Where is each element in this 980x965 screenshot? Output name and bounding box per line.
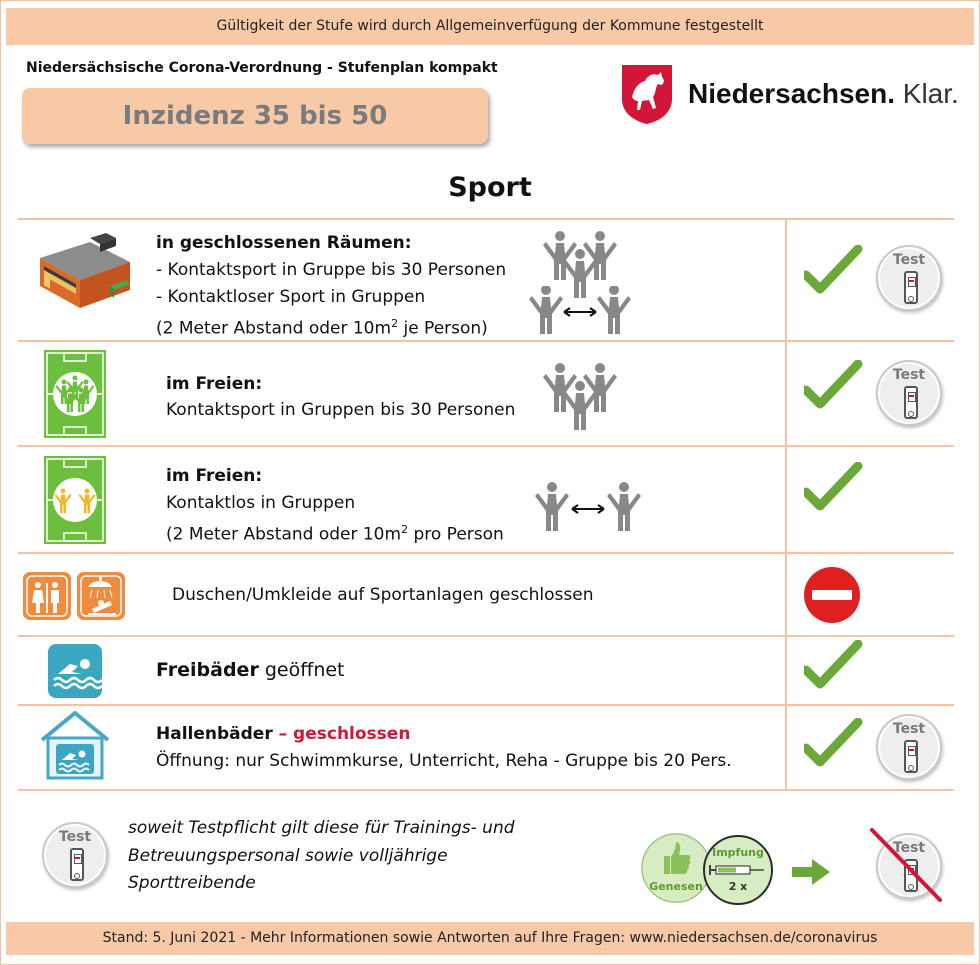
- test-strip-dot: [74, 873, 80, 879]
- outdoor-pools-rest: geöffnet: [258, 659, 345, 681]
- test-required-icon: [876, 245, 942, 311]
- indoor-line-1: - Kontaktsport in Gruppe bis 30 Personen: [156, 260, 507, 280]
- indoor-pools-line-2: Öffnung: nur Schwimmkurse, Unterricht, Reha - Gruppe bis 20 Pers.: [156, 751, 732, 771]
- outdoor-distance-line-1: Kontaktlos in Gruppen: [166, 493, 356, 513]
- validity-banner: Gültigkeit der Stufe wird durch Allgemeinverfügung der Kommune festgestellt: [6, 8, 974, 45]
- section-title: Sport: [448, 172, 532, 203]
- recovered-label: Genesen: [649, 880, 703, 893]
- vaccination-label: Impfung: [712, 846, 764, 859]
- outdoor-contact-heading-text: im Freien:: [166, 374, 263, 394]
- indoor-heading: [156, 230, 412, 256]
- test-note-line-1: soweit Testpflicht gilt diese für Trainings- und: [128, 818, 515, 838]
- incidence-level-badge: Inzidenz 35 bis 50: [22, 88, 488, 144]
- test-note-line-3: Sporttreibende: [128, 873, 256, 893]
- test-label: Test: [892, 721, 926, 737]
- arrow-right-icon: [790, 857, 832, 887]
- indoor-line-2: - Kontaktloser Sport in Gruppen: [156, 287, 426, 307]
- row-divider: [18, 789, 954, 791]
- allowed-check-icon: [804, 462, 864, 522]
- row-divider: [18, 635, 954, 637]
- outdoor-distance-heading-text: im Freien:: [166, 466, 263, 486]
- outdoor-contact-heading: [166, 371, 262, 397]
- test-strip-dot: [908, 765, 914, 771]
- status-column-divider: [785, 219, 787, 790]
- outdoor-distance-line-2-sup: 2: [401, 523, 409, 536]
- indoor-line-3: [156, 311, 488, 342]
- indoor-building-icon: [34, 228, 134, 312]
- showers-closed-text: Duschen/Umkleide auf Sportanlagen geschlossen: [172, 585, 594, 605]
- test-label: Test: [58, 829, 92, 845]
- page-subtitle: Niedersächsische Corona-Verordnung - Stufenplan kompakt: [26, 60, 498, 76]
- test-required-icon: [876, 360, 942, 426]
- outdoor-distance-line-2-pre: (2 Meter Abstand oder 10m: [166, 524, 402, 545]
- indoor-heading-text: in geschlossenen Räumen:: [156, 233, 412, 253]
- test-note-line-2: Betreuungspersonal sowie volljährige: [128, 846, 448, 866]
- test-legend-icon: [42, 822, 108, 888]
- crossed-test-label: Test: [892, 840, 926, 856]
- allowed-check-icon: [804, 245, 864, 305]
- sports-field-team-icon: [44, 350, 106, 438]
- indoor-pool-icon: [38, 710, 112, 780]
- allowed-check-icon: [804, 718, 864, 778]
- test-required-icon: [876, 714, 942, 780]
- changing-room-shower-icon: [22, 571, 126, 621]
- row-divider: [18, 445, 954, 447]
- test-label: Test: [892, 367, 926, 383]
- footer-source: Stand: 5. Juni 2021 - Mehr Informationen sowie Antworten auf Ihre Fragen: www.niedersachsen.de/coronavirus: [6, 922, 974, 955]
- test-strip-dot: [908, 411, 914, 417]
- distance-pair-icon: [528, 286, 632, 338]
- outdoor-pool-icon: [48, 644, 102, 698]
- indoor-line-3-pre: (2 Meter Abstand oder 10m: [156, 318, 392, 339]
- outdoor-pools-text: [156, 657, 345, 683]
- vaccination-syringe-icon: [702, 834, 774, 906]
- test-label: Test: [892, 252, 926, 268]
- strike-through-icon: [866, 826, 946, 906]
- allowed-check-icon: [804, 360, 864, 420]
- horse-crest-icon: [620, 63, 674, 125]
- outdoor-pools-bold: Freibäder: [156, 659, 259, 681]
- distance-pair-icon: [528, 482, 648, 536]
- outdoor-distance-line-2-post: pro Person: [408, 524, 504, 545]
- brand-name: Niedersachsen.: [688, 78, 895, 109]
- sports-field-distance-icon: [44, 456, 106, 544]
- test-strip-dot: [908, 296, 914, 302]
- row-divider: [18, 218, 954, 220]
- outdoor-contact-line-1: Kontaktsport in Gruppen bis 30 Personen: [166, 400, 516, 420]
- no-entry-icon: [803, 566, 861, 624]
- brand-logo: [620, 63, 959, 125]
- outdoor-distance-line-2: [166, 517, 504, 548]
- indoor-pools-bold: Hallenbäder: [156, 724, 273, 744]
- outdoor-distance-heading: [166, 463, 262, 489]
- brand-suffix: Klar.: [902, 78, 959, 109]
- indoor-pools-heading: [156, 721, 410, 747]
- vaccination-count: 2 x: [728, 880, 748, 893]
- indoor-pools-closed: – geschlossen: [272, 724, 411, 744]
- indoor-line-3-post: je Person): [398, 318, 488, 339]
- row-divider: [18, 552, 954, 554]
- allowed-check-icon: [804, 640, 864, 700]
- contact-group-icon: [540, 362, 630, 438]
- row-divider: [18, 704, 954, 706]
- indoor-line-3-sup: 2: [391, 317, 399, 330]
